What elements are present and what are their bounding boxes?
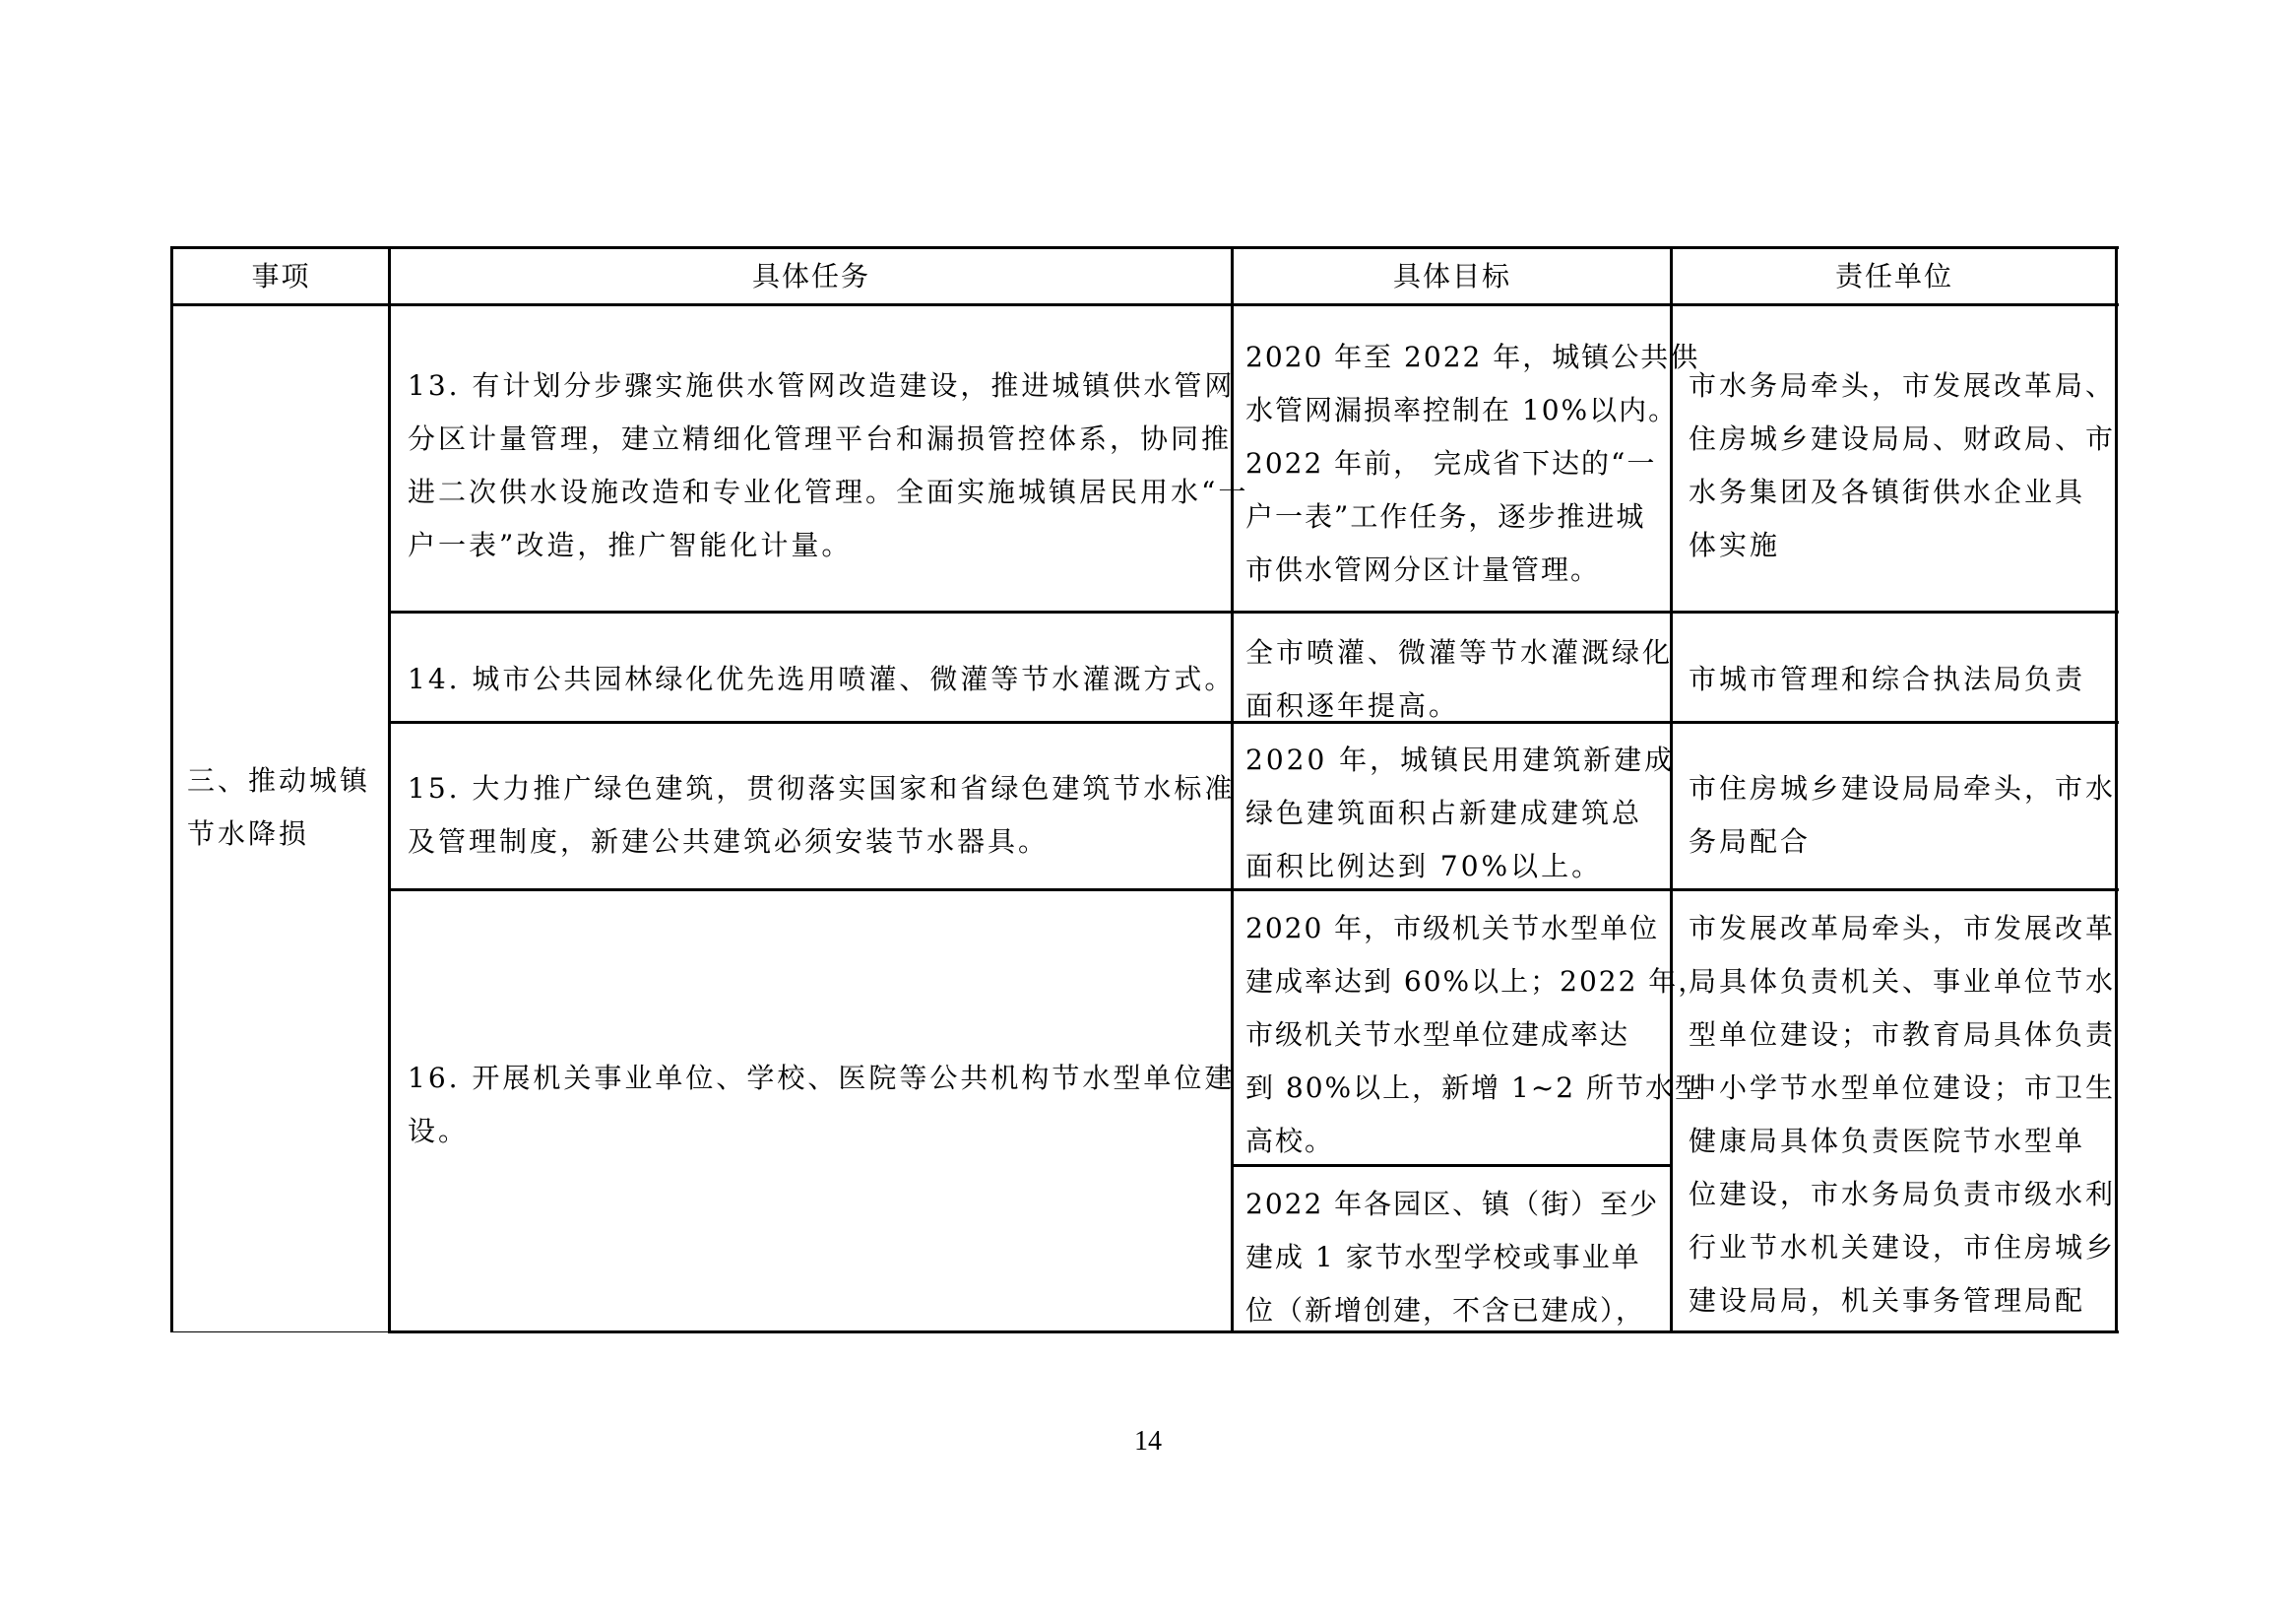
task-13 — [408, 359, 1248, 572]
target-16b — [1245, 1178, 1659, 1337]
target-line: 2022 年各园区、镇（街）至少 — [1245, 1188, 1660, 1220]
task-16 — [408, 1052, 1235, 1158]
target-line: 建成率达到 60%以上；2022 年， — [1245, 965, 1708, 998]
unit-line: 健康局具体负责医院节水型单 — [1689, 1125, 2086, 1157]
task-line: 15. 大力推广绿色建筑，贯彻落实国家和省绿色建筑节水标准 — [408, 772, 1236, 805]
unit-16 — [1689, 902, 2116, 1328]
unit-line: 局具体负责机关、事业单位节水 — [1689, 965, 2117, 998]
unit-14 — [1689, 653, 2085, 706]
section-label-line: 节水降损 — [187, 817, 310, 850]
target-15 — [1245, 734, 1675, 893]
unit-line: 中小学节水型单位建设；市卫生 — [1689, 1071, 2117, 1104]
target-line: 全市喷灌、微灌等节水灌溉绿化 — [1245, 636, 1674, 669]
row-divider-13-14 — [389, 611, 2119, 614]
task-line: 设。 — [408, 1115, 470, 1147]
task-line: 13. 有计划分步骤实施供水管网改造建设，推进城镇供水管网 — [408, 369, 1236, 402]
target-line: 面积逐年提高。 — [1245, 689, 1460, 722]
unit-15 — [1689, 762, 2116, 869]
target-line: 到 80%以上，新增 1~2 所节水型 — [1245, 1071, 1705, 1104]
target-line: 市级机关节水型单位建成率达 — [1245, 1018, 1630, 1051]
header-target: 具体目标 — [1392, 260, 1511, 292]
target-16a — [1245, 902, 1707, 1168]
target-line: 水管网漏损率控制在 10%以内。 — [1245, 394, 1679, 426]
unit-line: 务局配合 — [1689, 825, 1812, 858]
target-line: 2022 年前， 完成省下达的“一 — [1245, 447, 1657, 480]
task-line: 14. 城市公共园林绿化优先选用喷灌、微灌等节水灌溉方式。 — [408, 663, 1236, 695]
task-14 — [408, 653, 1235, 706]
header-responsible-unit: 责任单位 — [1834, 260, 1953, 292]
target-line: 高校。 — [1245, 1125, 1335, 1157]
col1-right-border — [388, 246, 391, 1333]
target-line: 2020 年，市级机关节水型单位 — [1245, 912, 1660, 944]
target-line: 市供水管网分区计量管理。 — [1245, 553, 1601, 586]
header-item: 事项 — [251, 260, 311, 292]
unit-line: 水务集团及各镇街供水企业具 — [1689, 476, 2086, 508]
table-left-border — [170, 246, 173, 1332]
task-line: 进二次供水设施改造和专业化管理。全面实施城镇居民用水“一 — [408, 476, 1249, 508]
task-line: 分区计量管理，建立精细化管理平台和漏损管控体系，协同推 — [408, 422, 1233, 455]
unit-line: 型单位建设；市教育局具体负责 — [1689, 1018, 2117, 1051]
section-label-line: 三、推动城镇 — [187, 764, 371, 797]
target-line: 2020 年至 2022 年，城镇公共供 — [1245, 341, 1700, 373]
target-line: 面积比例达到 70%以上。 — [1245, 850, 1603, 882]
page-number: 14 — [1134, 1426, 1162, 1457]
task-15 — [408, 762, 1235, 869]
unit-line: 市发展改革局牵头，市发展改革 — [1689, 912, 2117, 944]
task-line: 及管理制度，新建公共建筑必须安装节水器具。 — [408, 825, 1050, 858]
target-line: 位（新增创建，不含已建成）， — [1245, 1294, 1646, 1327]
unit-line: 市城市管理和综合执法局负责 — [1689, 663, 2086, 695]
target-13 — [1245, 331, 1699, 597]
unit-line: 位建设，市水务局负责市级水利 — [1689, 1178, 2117, 1210]
header-task: 具体任务 — [751, 260, 870, 292]
unit-line: 市水务局牵头，市发展改革局、 — [1689, 369, 2117, 402]
target-line: 绿色建筑面积占新建成建筑总 — [1245, 797, 1643, 829]
section-label — [187, 754, 370, 861]
unit-line: 行业节水机关建设，市住房城乡 — [1689, 1231, 2117, 1264]
target-line: 户一表”工作任务，逐步推进城 — [1245, 500, 1646, 533]
target-line: 建成 1 家节水型学校或事业单 — [1245, 1241, 1641, 1273]
unit-line: 市住房城乡建设局局牵头，市水 — [1689, 772, 2117, 805]
col1-bottom-border — [171, 1331, 390, 1332]
target-14 — [1245, 626, 1673, 733]
unit-line: 体实施 — [1689, 529, 1781, 561]
unit-line: 住房城乡建设局局、财政局、市 — [1689, 422, 2117, 455]
target-line: 2020 年，城镇民用建筑新建成 — [1245, 744, 1676, 776]
unit-13 — [1689, 359, 2116, 572]
unit-line: 建设局局，机关事务管理局配 — [1689, 1284, 2086, 1317]
task-line: 16. 开展机关事业单位、学校、医院等公共机构节水型单位建 — [408, 1062, 1236, 1094]
task-line: 户一表”改造，推广智能化计量。 — [408, 529, 853, 561]
